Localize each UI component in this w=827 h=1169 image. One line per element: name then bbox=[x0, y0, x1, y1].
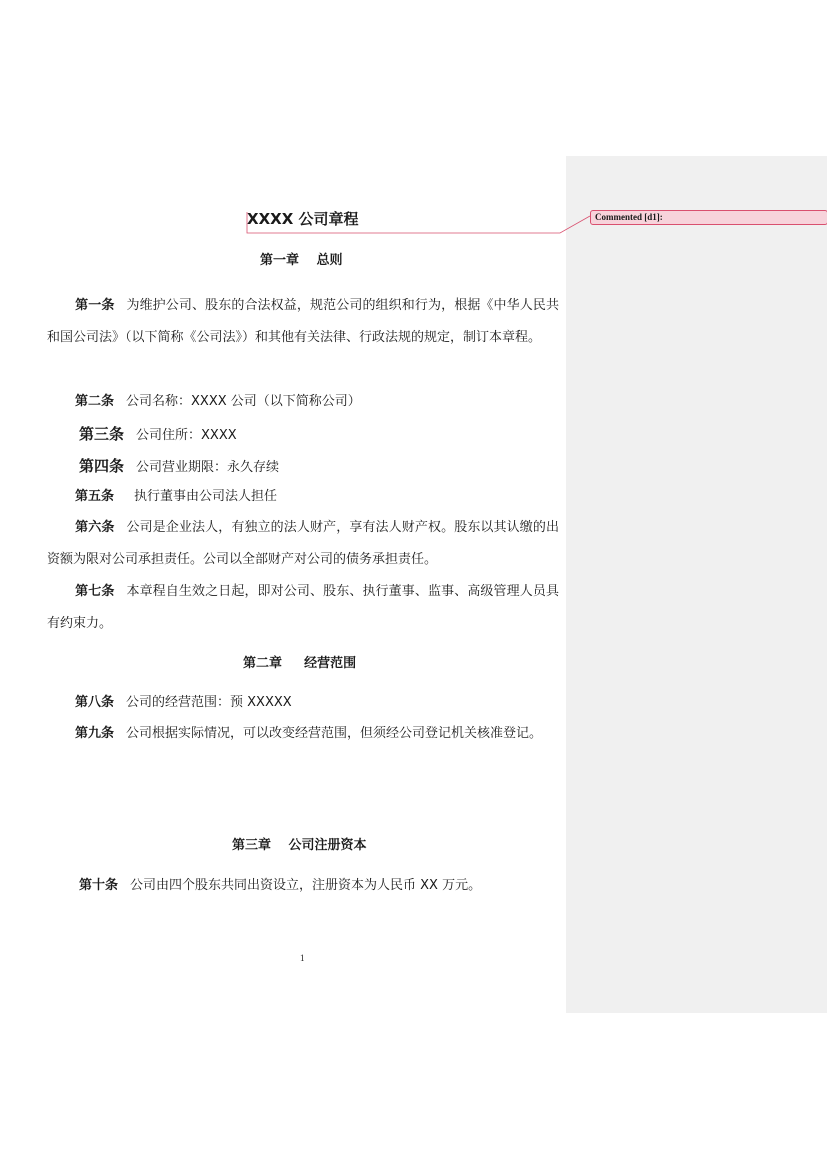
article-text: 公司营业期限：永久存续 bbox=[136, 460, 280, 475]
article-label: 第三条 bbox=[79, 425, 125, 443]
article-paragraph bbox=[79, 876, 481, 896]
chapter-heading bbox=[243, 654, 356, 674]
article-label: 第九条 bbox=[75, 726, 115, 741]
document-title[interactable]: XXXX 公司章程 bbox=[247, 210, 359, 228]
chapter-heading bbox=[260, 251, 343, 271]
article-paragraph bbox=[47, 512, 559, 576]
article-text: 公司名称：XXXX 公司（以下简称公司） bbox=[126, 394, 361, 409]
article-label: 第六条 bbox=[75, 520, 115, 535]
article-text: 公司的经营范围：预 XXXXX bbox=[126, 695, 292, 710]
article-label: 第五条 bbox=[75, 489, 115, 504]
chapter-label: 第三章 bbox=[232, 838, 272, 853]
article-text: 为维护公司、股东的合法权益，规范公司的组织和行为，根据《中华人民共和国公司法》（以下简称《公司法》）和其他有关法律、行政法规的规定，制订本章程。 bbox=[47, 298, 559, 345]
article-text: 公司由四个股东共同出资设立，注册资本为人民币 XX 万元。 bbox=[130, 878, 482, 893]
article-paragraph bbox=[75, 693, 292, 713]
comment-label: Commented [d1]: bbox=[595, 212, 663, 222]
comment-balloon[interactable] bbox=[590, 210, 827, 225]
page-number: 1 bbox=[300, 953, 305, 963]
chapter-name: 公司注册资本 bbox=[288, 838, 367, 853]
chapter-label: 第一章 bbox=[260, 253, 300, 268]
article-label: 第七条 bbox=[75, 584, 115, 599]
article-paragraph bbox=[75, 487, 277, 507]
chapter-label: 第二章 bbox=[243, 656, 283, 671]
article-paragraph bbox=[47, 718, 559, 750]
article-paragraph bbox=[47, 576, 559, 640]
comment-pane bbox=[566, 156, 827, 1013]
article-label: 第二条 bbox=[75, 394, 115, 409]
chapter-heading bbox=[232, 836, 367, 856]
chapter-name: 总则 bbox=[316, 253, 343, 268]
article-label: 第四条 bbox=[79, 457, 125, 475]
article-label: 第八条 bbox=[75, 695, 115, 710]
article-text: 本章程自生效之日起，即对公司、股东、执行董事、监事、高级管理人员具有约束力。 bbox=[47, 584, 559, 631]
article-paragraph bbox=[47, 290, 559, 354]
article-label: 第十条 bbox=[79, 878, 119, 893]
article-text: 公司是企业法人，有独立的法人财产，享有法人财产权。股东以其认缴的出资额为限对公司承担责任。公司以全部财产对公司的债务承担责任。 bbox=[47, 520, 559, 567]
chapter-name: 经营范围 bbox=[304, 656, 357, 671]
article-paragraph bbox=[79, 424, 237, 446]
article-text: 执行董事由公司法人担任 bbox=[134, 489, 278, 504]
article-label: 第一条 bbox=[75, 298, 115, 313]
article-text: 公司根据实际情况，可以改变经营范围，但须经公司登记机关核准登记。 bbox=[126, 726, 543, 741]
article-paragraph bbox=[79, 456, 279, 478]
article-paragraph bbox=[75, 392, 361, 412]
article-text: 公司住所：XXXX bbox=[136, 428, 237, 443]
